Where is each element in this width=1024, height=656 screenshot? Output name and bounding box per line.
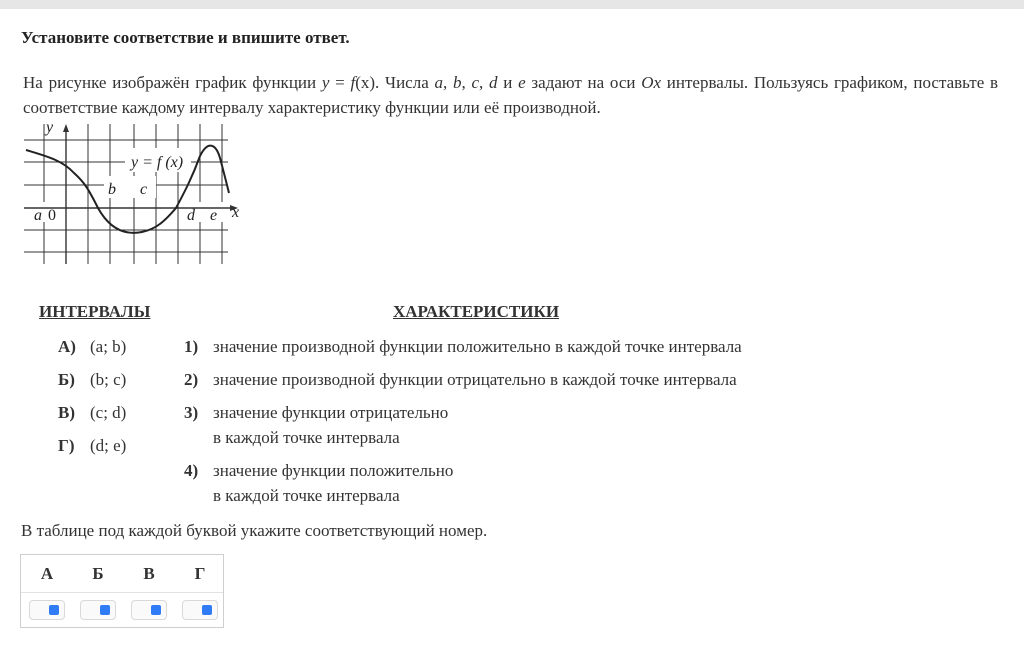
answer-select-a[interactable] (29, 600, 65, 620)
origin-label: 0 (48, 207, 56, 224)
func-label: y = f (x) (131, 154, 184, 171)
instruction-note: В таблице под каждой буквой укажите соответствующий номер. (21, 521, 488, 540)
interval-row: В) (c; d) (58, 403, 127, 422)
select-chevron-icon (100, 605, 110, 615)
a-label: a (34, 207, 42, 224)
answer-select-b[interactable] (80, 600, 116, 620)
characteristic-number: 2) (184, 370, 199, 389)
interval-row: Г) (d; e) (58, 436, 127, 455)
select-chevron-icon (49, 605, 59, 615)
intervals-header: ИНТЕРВАЛЫ (39, 302, 151, 321)
answer-header-b: Б (92, 564, 104, 583)
answer-select-v[interactable] (131, 600, 167, 620)
select-chevron-icon (202, 605, 212, 615)
characteristic-number: 3) (184, 403, 199, 422)
answer-table (20, 554, 224, 628)
top-bar (0, 0, 1024, 9)
answer-header-g: Г (194, 564, 206, 583)
characteristic-text: значение производной функции положительно в каждой точке интервала (213, 337, 742, 356)
answer-header-a: А (40, 564, 54, 583)
c-label: c (140, 181, 148, 198)
answer-table-divider (21, 592, 223, 593)
answer-header-v: В (143, 564, 155, 583)
characteristic-text: значение функции положительно в каждой точке интервала (213, 461, 454, 505)
e-label: e (210, 207, 218, 224)
b-label: b (108, 181, 116, 198)
characteristic-number: 4) (184, 461, 199, 480)
characteristics-header: ХАРАКТЕРИСТИКИ (393, 302, 560, 321)
d-label: d (187, 207, 195, 224)
answer-select-g[interactable] (182, 600, 218, 620)
task-text: На рисунке изображён график функции y = f(x). Числа a, b, c, d и e задают на оси Ox интервалы. Пользуясь графиком, поставьте в соответствие каждому интервалу характеристику функции или её производной. (23, 73, 999, 117)
interval-row: А) (a; b) (58, 337, 127, 356)
characteristic-text: значение производной функции отрицательно в каждой точке интервала (213, 370, 737, 389)
interval-row: Б) (b; c) (58, 370, 127, 389)
x-axis-label: x (232, 204, 240, 221)
characteristic-text: значение функции отрицательно в каждой точке интервала (213, 403, 449, 447)
y-axis-label: y (46, 119, 54, 136)
characteristic-number: 1) (184, 337, 199, 356)
y-axis-arrow (63, 124, 69, 132)
select-chevron-icon (151, 605, 161, 615)
task-heading: Установите соответствие и впишите ответ. (21, 28, 350, 47)
function-graph (24, 118, 250, 266)
